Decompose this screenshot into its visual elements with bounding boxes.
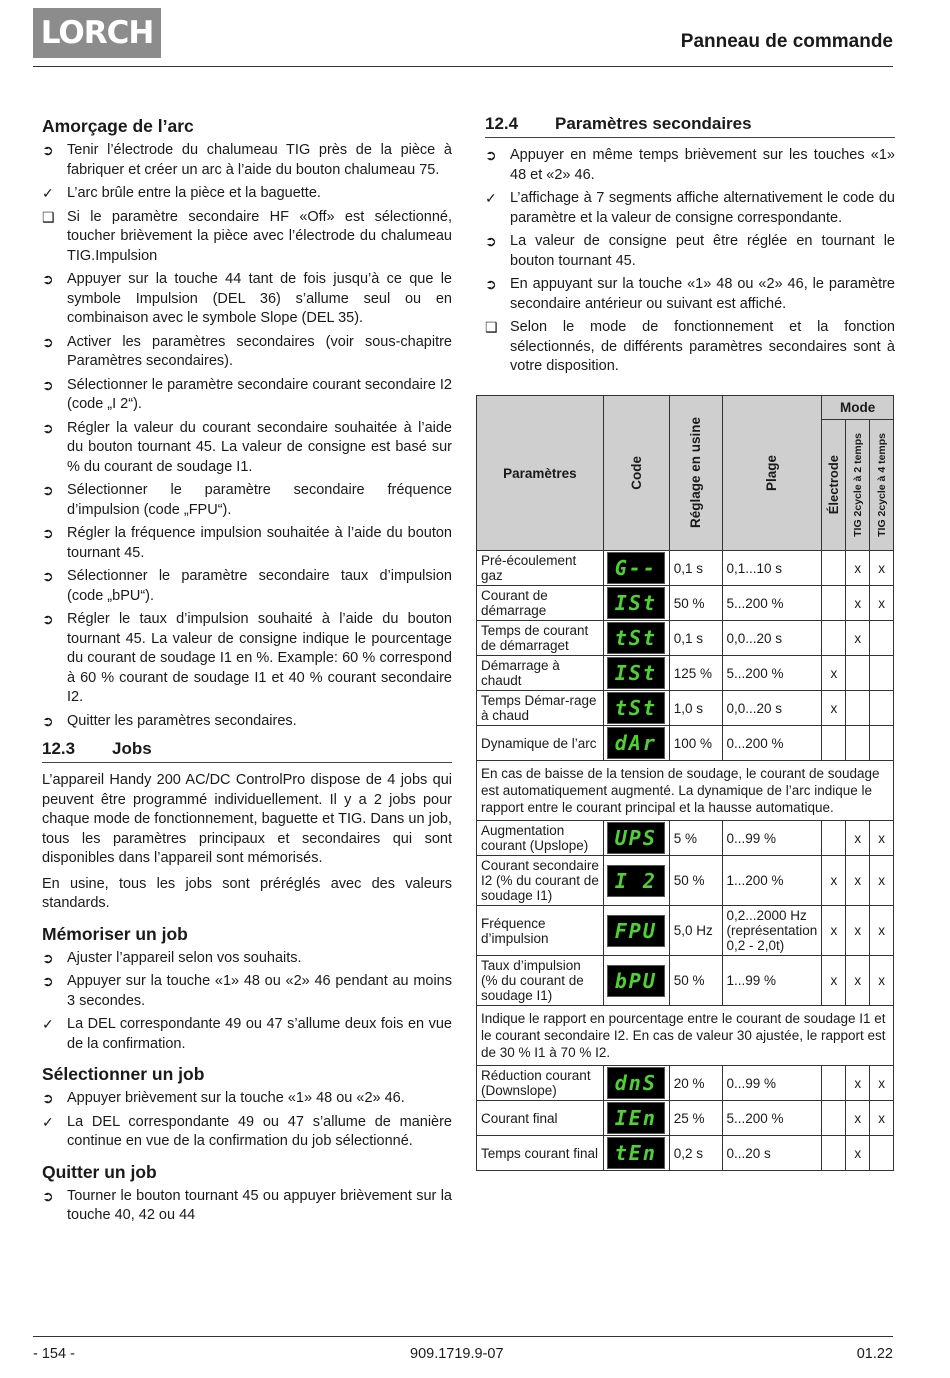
arrow-icon: ➲ xyxy=(42,611,54,627)
page-number: - 154 - xyxy=(33,1346,75,1362)
arrow-icon: ➲ xyxy=(42,333,54,350)
list-item xyxy=(42,1113,452,1152)
tig4-mark: x xyxy=(870,906,894,956)
header-mode: Mode xyxy=(822,396,894,420)
tig2-mark: x xyxy=(846,586,870,621)
parameters-body xyxy=(477,551,894,1171)
arrow-icon: ➲ xyxy=(42,973,54,989)
list-item xyxy=(42,972,452,1011)
arc-dynamics-note: En cas de baisse de la tension de soudage, le courant de soudage est automatiquement augmenté. La dynamique de l’arc indique le rapport entre le courant principal et la hausse automatique. xyxy=(477,761,894,821)
factory-setting-cell: 5 % xyxy=(669,821,722,856)
code-cell xyxy=(603,1136,669,1171)
jobs-paragraph-1: L’appareil Handy 200 AC/DC ControlPro dispose de 4 jobs qui peuvent être programmé individuellement. Il y a 2 jobs pour chaque mode de fonctionnement, baguette et TIG. Dans un job, tous les paramètres principaux et secondaires qui sont disponibles dans l’appareil sont mémorisés. xyxy=(42,772,452,866)
tig2-mark: x xyxy=(846,621,870,656)
memoriser-heading: Mémoriser un job xyxy=(42,923,188,944)
check-icon: ✓ xyxy=(42,1113,54,1130)
page-title: Panneau de commande xyxy=(680,31,893,52)
document-date: 01.22 xyxy=(856,1346,893,1362)
table-row xyxy=(477,906,894,956)
list-item xyxy=(42,270,452,329)
check-icon: ✓ xyxy=(485,190,497,206)
tig4-mark: x xyxy=(870,551,894,586)
header-tig4 xyxy=(870,420,894,551)
quitter-list xyxy=(42,1187,452,1226)
range-cell: 5...200 % xyxy=(722,1101,822,1136)
range-cell: 5...200 % xyxy=(722,586,822,621)
factory-setting-cell: 50 % xyxy=(669,586,722,621)
lorch-logo: LORCH xyxy=(33,8,161,58)
range-cell: 5...200 % xyxy=(722,656,822,691)
header-code-label: Code xyxy=(628,456,644,490)
range-cell: 0...20 s xyxy=(722,1136,822,1171)
seven-segment-display: tSt xyxy=(607,692,665,724)
arrow-icon: ➲ xyxy=(42,568,54,584)
check-icon: ✓ xyxy=(42,1016,54,1032)
arrow-icon: ➲ xyxy=(42,525,54,541)
range-cell: 1...200 % xyxy=(722,856,822,906)
list-item-text: Sélectionner le paramètre secondaire taux d’impulsion (code „bPU“). xyxy=(67,568,452,604)
list-item xyxy=(485,189,895,228)
parameter-cell: Augmentation courant (Upslope) xyxy=(477,821,604,856)
code-cell xyxy=(603,586,669,621)
table-row xyxy=(477,856,894,906)
list-item xyxy=(42,333,452,372)
left-column xyxy=(42,112,452,1230)
section-title: Jobs xyxy=(112,739,152,758)
parameter-cell: Taux d’impulsion (% du courant de soudage I1) xyxy=(477,956,604,1006)
list-item-text: En appuyant sur la touche «1» 48 ou «2» 46, le paramètre secondaire antérieur ou suivant est affiché. xyxy=(510,276,895,312)
selectionner-list xyxy=(42,1089,452,1152)
parameter-cell: Courant de démarrage xyxy=(477,586,604,621)
tig4-mark: x xyxy=(870,586,894,621)
header-plage-label: Plage xyxy=(764,454,780,492)
code-cell xyxy=(603,621,669,656)
list-item xyxy=(485,232,895,271)
table-row xyxy=(477,621,894,656)
list-item-text: Régler la fréquence impulsion souhaitée à l’aide du bouton tournant 45. xyxy=(67,525,452,561)
list-item-text: Quitter les paramètres secondaires. xyxy=(67,712,297,729)
tig4-mark xyxy=(870,726,894,761)
tig2-mark: x xyxy=(846,551,870,586)
tig4-mark: x xyxy=(870,821,894,856)
code-cell xyxy=(603,551,669,586)
parameter-cell: Temps Démar-rage à chaud xyxy=(477,691,604,726)
tig4-mark: x xyxy=(870,956,894,1006)
seven-segment-display: tSt xyxy=(607,622,665,654)
right-column xyxy=(485,112,895,381)
range-cell: 1...99 % xyxy=(722,956,822,1006)
list-item xyxy=(42,524,452,563)
list-item-text: Tenir l’électrode du chalumeau TIG près de la pièce à fabriquer et créer un arc à l’aide du bouton chalumeau 75. xyxy=(67,142,452,178)
tig2-mark: x xyxy=(846,1066,870,1101)
factory-setting-cell: 1,0 s xyxy=(669,691,722,726)
checkbox-icon: ❑ xyxy=(42,208,55,225)
list-item-text: L’affichage à 7 segments affiche alternativement le code du paramètre et la valeur de consigne correspondante. xyxy=(510,190,895,226)
note-row xyxy=(477,761,894,821)
table-row xyxy=(477,551,894,586)
list-item-text: L’arc brûle entre la pièce et la baguette. xyxy=(67,185,321,201)
seven-segment-display: dAr xyxy=(607,727,665,759)
list-item xyxy=(42,419,452,478)
parameters-table xyxy=(476,395,894,1171)
list-item xyxy=(42,610,452,708)
tig2-mark xyxy=(846,691,870,726)
factory-setting-cell: 0,1 s xyxy=(669,551,722,586)
table-row xyxy=(477,821,894,856)
range-cell: 0,2...2000 Hz (représentation 0,2 - 2,0t) xyxy=(722,906,822,956)
header-electrode xyxy=(822,420,846,551)
document-number: 909.1719.9-07 xyxy=(410,1346,504,1362)
parameter-cell: Temps de courant de démarraget xyxy=(477,621,604,656)
list-item xyxy=(42,1187,452,1226)
code-cell xyxy=(603,691,669,726)
range-cell: 0...200 % xyxy=(722,726,822,761)
footer-divider xyxy=(33,1336,893,1337)
list-item-text: Appuyer sur la touche «1» 48 ou «2» 46 pendant au moins 3 secondes. xyxy=(67,973,452,1009)
code-cell xyxy=(603,821,669,856)
list-item xyxy=(42,949,452,969)
electrode-mark xyxy=(822,621,846,656)
tig4-mark xyxy=(870,691,894,726)
tig4-mark: x xyxy=(870,856,894,906)
electrode-mark xyxy=(822,586,846,621)
list-item-text: Appuyer brièvement sur la touche «1» 48 ou «2» 46. xyxy=(67,1090,405,1106)
electrode-mark: x xyxy=(822,906,846,956)
list-item-text: Appuyer en même temps brièvement sur les touches «1» 48 et «2» 46. xyxy=(510,147,895,183)
electrode-mark: x xyxy=(822,856,846,906)
section-number: 12.4 xyxy=(485,114,519,133)
list-item xyxy=(42,481,452,520)
header-parametres: Paramètres xyxy=(477,396,604,551)
list-item xyxy=(42,376,452,415)
list-item-text: Si le paramètre secondaire HF «Off» est sélectionné, toucher brièvement la pièce avec l’électrode du chalumeau TIG.Impulsion xyxy=(67,208,452,264)
check-icon: ✓ xyxy=(42,185,54,201)
table-row xyxy=(477,656,894,691)
quitter-heading: Quitter un job xyxy=(42,1161,157,1182)
header-usine-label: Réglage en usine xyxy=(688,417,704,529)
electrode-mark xyxy=(822,551,846,586)
arrow-icon: ➲ xyxy=(42,419,54,436)
list-item xyxy=(42,567,452,606)
tig4-mark xyxy=(870,621,894,656)
parameter-cell: Fréquence d’impulsion xyxy=(477,906,604,956)
factory-setting-cell: 0,1 s xyxy=(669,621,722,656)
seven-segment-display: bPU xyxy=(607,965,665,997)
list-item xyxy=(42,1089,452,1109)
note-row xyxy=(477,1006,894,1066)
tig2-mark xyxy=(846,656,870,691)
electrode-mark xyxy=(822,1136,846,1171)
code-cell xyxy=(603,726,669,761)
table-row xyxy=(477,586,894,621)
electrode-mark xyxy=(822,821,846,856)
header-divider xyxy=(33,66,893,67)
section-number: 12.3 xyxy=(42,739,76,758)
code-cell xyxy=(603,856,669,906)
factory-setting-cell: 50 % xyxy=(669,856,722,906)
seven-segment-display: FPU xyxy=(607,915,665,947)
header-tig2-label: TIG 2cycle à 2 temps xyxy=(851,433,864,537)
jobs-paragraph-2: En usine, tous les jobs sont préréglés avec des valeurs standards. xyxy=(42,875,452,911)
electrode-mark: x xyxy=(822,956,846,1006)
tig2-mark: x xyxy=(846,956,870,1006)
selectionner-heading: Sélectionner un job xyxy=(42,1064,205,1084)
code-cell xyxy=(603,656,669,691)
list-item xyxy=(485,318,895,377)
checkbox-icon: ❑ xyxy=(485,319,498,335)
code-cell xyxy=(603,956,669,1006)
seven-segment-display: tEn xyxy=(607,1137,665,1169)
table-row xyxy=(477,691,894,726)
arrow-icon: ➲ xyxy=(485,276,497,292)
seven-segment-display: ISt xyxy=(607,657,665,689)
range-cell: 0,0...20 s xyxy=(722,691,822,726)
arrow-icon: ➲ xyxy=(485,233,497,249)
parameter-cell: Réduction courant (Downslope) xyxy=(477,1066,604,1101)
list-item-text: La valeur de consigne peut être réglée en tournant le bouton tournant 45. xyxy=(510,233,895,269)
pulse-ratio-note: Indique le rapport en pourcentage entre le courant de soudage I1 et le courant secondaire I2. En cas de valeur 30 ajustée, le rapport est de 30 % I1 à 70 % I2. xyxy=(477,1006,894,1066)
electrode-mark xyxy=(822,1066,846,1101)
header-tig2 xyxy=(846,420,870,551)
table-row xyxy=(477,1101,894,1136)
code-cell xyxy=(603,906,669,956)
list-item xyxy=(485,275,895,314)
tig2-mark: x xyxy=(846,1101,870,1136)
list-item-text: Sélectionner le paramètre secondaire fréquence d’impulsion (code „FPU“). xyxy=(67,482,452,518)
arrow-icon: ➲ xyxy=(42,712,54,729)
arrow-icon: ➲ xyxy=(42,1187,54,1204)
code-cell xyxy=(603,1066,669,1101)
range-cell: 0...99 % xyxy=(722,821,822,856)
range-cell: 0,1...10 s xyxy=(722,551,822,586)
list-item-text: Sélectionner le paramètre secondaire courant secondaire I2 (code „I 2“). xyxy=(67,376,452,412)
arrow-icon: ➲ xyxy=(42,1090,54,1106)
list-item-text: La DEL correspondante 49 ou 47 s’allume deux fois en vue de la confirmation. xyxy=(67,1016,452,1052)
list-item-text: La DEL correspondante 49 ou 47 s’allume de manière continue en vue de la confirmation du job sélectionné. xyxy=(67,1113,452,1149)
parameter-cell: Courant final xyxy=(477,1101,604,1136)
arrow-icon: ➲ xyxy=(42,949,54,966)
electrode-mark xyxy=(822,726,846,761)
tig2-mark: x xyxy=(846,856,870,906)
amorcage-list xyxy=(42,141,452,731)
list-item-text: Selon le mode de fonctionnement et la fonction sélectionnés, de différents paramètres secondaires sont à votre disposition. xyxy=(510,319,895,374)
header-tig4-label: TIG 2cycle à 4 temps xyxy=(875,433,888,537)
list-item xyxy=(42,712,452,732)
parameter-cell: Courant secondaire I2 (% du courant de soudage I1) xyxy=(477,856,604,906)
arrow-icon: ➲ xyxy=(42,376,54,393)
parameter-cell: Dynamique de l’arc xyxy=(477,726,604,761)
list-item xyxy=(42,208,452,267)
tig2-mark xyxy=(846,726,870,761)
table-row xyxy=(477,1066,894,1101)
factory-setting-cell: 20 % xyxy=(669,1066,722,1101)
seven-segment-display: IEn xyxy=(607,1102,665,1134)
list-item-text: Appuyer sur la touche 44 tant de fois jusqu’à ce que le symbole Impulsion (DEL 36) s’allume seul ou en combinaison avec le symbole Slope (DEL 35). xyxy=(67,271,452,326)
factory-setting-cell: 5,0 Hz xyxy=(669,906,722,956)
arrow-icon: ➲ xyxy=(42,271,54,287)
tig2-mark: x xyxy=(846,1136,870,1171)
tig4-mark xyxy=(870,1136,894,1171)
seven-segment-display: G-- xyxy=(607,552,665,584)
range-cell: 0...99 % xyxy=(722,1066,822,1101)
secondaires-heading xyxy=(485,114,895,138)
seven-segment-display: dnS xyxy=(607,1067,665,1099)
electrode-mark: x xyxy=(822,691,846,726)
seven-segment-display: I 2 xyxy=(607,865,665,897)
range-cell: 0,0...20 s xyxy=(722,621,822,656)
amorcage-heading: Amorçage de l’arc xyxy=(42,116,194,136)
header-code xyxy=(603,396,669,551)
code-cell xyxy=(603,1101,669,1136)
arrow-icon: ➲ xyxy=(42,482,54,498)
arrow-icon: ➲ xyxy=(42,142,54,158)
tig2-mark: x xyxy=(846,906,870,956)
seven-segment-display: ISt xyxy=(607,587,665,619)
factory-setting-cell: 125 % xyxy=(669,656,722,691)
header-usine xyxy=(669,396,722,551)
electrode-mark xyxy=(822,1101,846,1136)
section-title: Paramètres secondaires xyxy=(555,114,752,133)
table-row xyxy=(477,956,894,1006)
list-item-text: Ajuster l’appareil selon vos souhaits. xyxy=(67,949,302,966)
electrode-mark: x xyxy=(822,656,846,691)
factory-setting-cell: 100 % xyxy=(669,726,722,761)
list-item-text: Régler le taux d’impulsion souhaité à l’aide du bouton tournant 45. La valeur de consigne indique le pourcentage du courant de soudage I1 en %. Example: 60 % correspond à 60 % courant de soudage I1 et 40 % courant secondaire I2. xyxy=(67,611,452,705)
list-item-text: Tourner le bouton tournant 45 ou appuyer brièvement sur la touche 40, 42 ou 44 xyxy=(67,1187,452,1223)
factory-setting-cell: 0,2 s xyxy=(669,1136,722,1171)
tig4-mark xyxy=(870,656,894,691)
factory-setting-cell: 50 % xyxy=(669,956,722,1006)
list-item xyxy=(42,1015,452,1054)
tig2-mark: x xyxy=(846,821,870,856)
table-row xyxy=(477,1136,894,1171)
tig4-mark: x xyxy=(870,1101,894,1136)
jobs-heading xyxy=(42,739,452,763)
list-item-text: Régler la valeur du courant secondaire souhaitée à l’aide du bouton tournant 45. La valeur de consigne est basé sur % du courant de soudage I1. xyxy=(67,419,452,475)
list-item-text: Activer les paramètres secondaires (voir sous-chapitre Paramètres secondaires). xyxy=(67,333,452,369)
seven-segment-display: UPS xyxy=(607,822,665,854)
parameter-cell: Temps courant final xyxy=(477,1136,604,1171)
arrow-icon: ➲ xyxy=(485,147,497,163)
parameter-cell: Démarrage à chaudt xyxy=(477,656,604,691)
table-row xyxy=(477,726,894,761)
secondaires-list xyxy=(485,146,895,377)
tig4-mark: x xyxy=(870,1066,894,1101)
list-item xyxy=(42,141,452,180)
list-item xyxy=(485,146,895,185)
factory-setting-cell: 25 % xyxy=(669,1101,722,1136)
parameter-cell: Pré-écoulement gaz xyxy=(477,551,604,586)
list-item xyxy=(42,184,452,204)
header-electrode-label: Électrode xyxy=(826,455,842,515)
header-plage xyxy=(722,396,822,551)
memoriser-list xyxy=(42,949,452,1055)
